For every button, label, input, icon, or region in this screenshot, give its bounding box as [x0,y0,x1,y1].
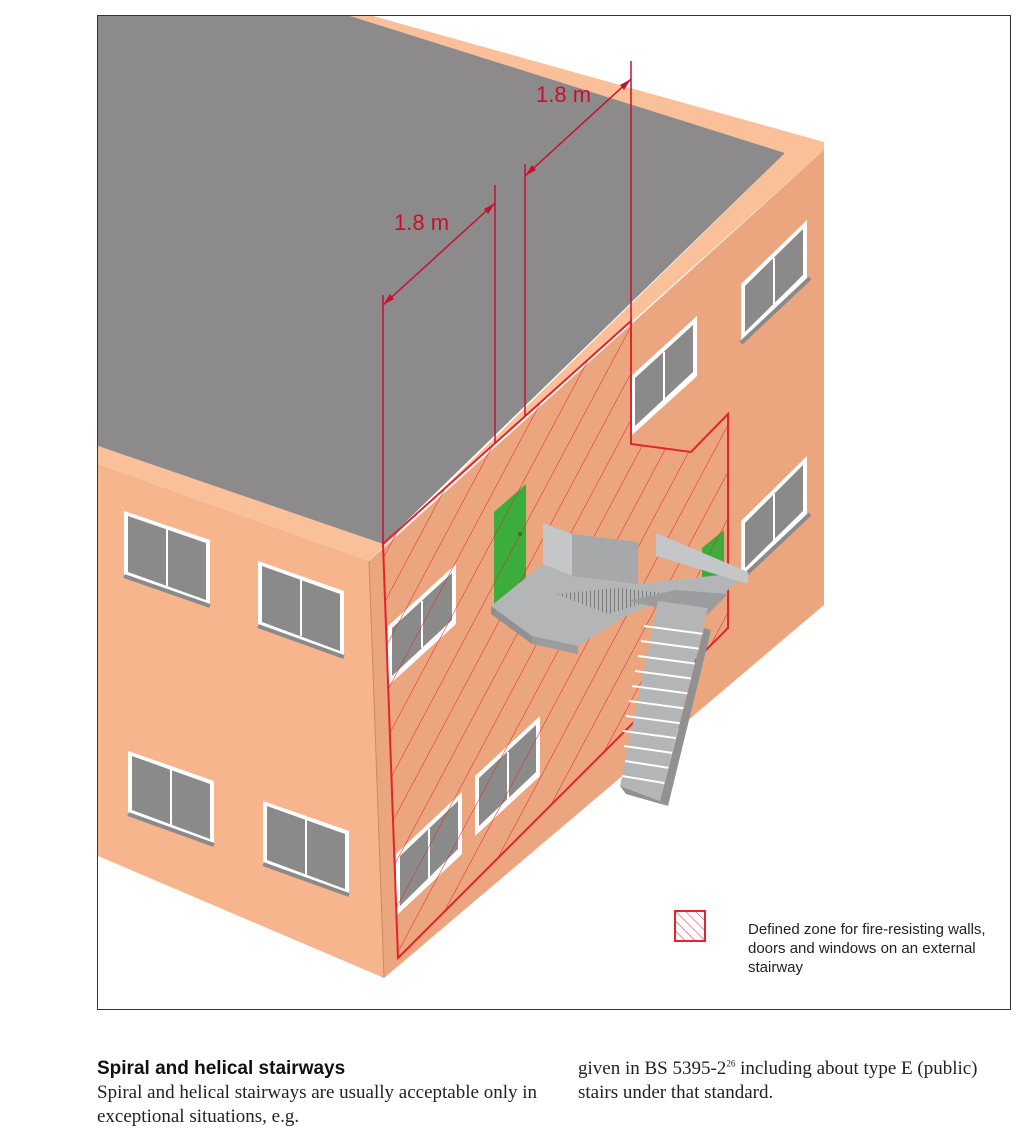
left-column [97,1057,537,1129]
building-illustration [98,16,1011,1010]
dimension-label-upper: 1.8 m [536,82,592,107]
right-body-suffix: including about type E (public) stairs under that standard. [578,1058,978,1103]
section-heading: Spiral and helical stairways [97,1058,346,1079]
right-body-text [578,1057,998,1105]
dimension-label-lower: 1.8 m [394,210,450,235]
footnote-ref: 26 [726,1058,736,1069]
legend-text: Defined zone for fire-resisting walls, doors and windows on an external stairway [748,921,986,976]
left-body-text: Spiral and helical stairways are usually acceptable only in exceptional situations, e.g. [97,1082,538,1127]
right-column [578,1057,998,1105]
figure-frame [97,15,1011,1010]
legend-hatch-swatch [674,910,706,942]
right-body-prefix: given in BS 5395-2 [578,1058,727,1079]
